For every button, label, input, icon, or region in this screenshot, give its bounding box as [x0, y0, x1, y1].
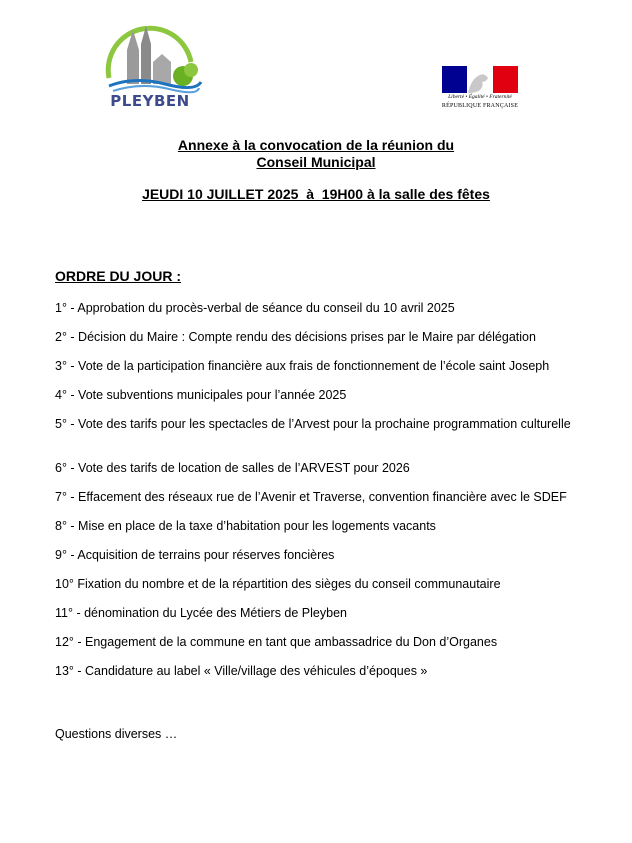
meeting-date: JEUDI 10 JUILLET 2025 à 19H00 à la salle des fêtes: [142, 186, 490, 202]
title-line-2: Conseil Municipal: [256, 154, 376, 170]
agenda-item: 11° - dénomination du Lycée des Métiers de Pleyben: [55, 606, 347, 620]
pleyben-logo: [95, 22, 205, 114]
pleyben-emblem-icon: [95, 22, 205, 97]
agenda-item: 2° - Décision du Maire : Compte rendu des décisions prises par le Maire par délégation: [55, 330, 536, 344]
agenda-item: 10° Fixation du nombre et de la répartition des sièges du conseil communautaire: [55, 577, 501, 591]
agenda-item: 7° - Effacement des réseaux rue de l’Avenir et Traverse, convention financière avec le SDEF: [55, 490, 567, 504]
agenda-item: 6° - Vote des tarifs de location de salles de l’ARVEST pour 2026: [55, 461, 410, 475]
agenda-item: 1° - Approbation du procès-verbal de séance du conseil du 10 avril 2025: [55, 301, 455, 315]
agenda-heading: ORDRE DU JOUR :: [55, 268, 182, 284]
agenda-item: 12° - Engagement de la commune en tant que ambassadrice du Don d’Organes: [55, 635, 498, 649]
agenda-item: 13° - Candidature au label « Ville/village des véhicules d’époques »: [55, 664, 428, 678]
republic-motto: Liberté • Égalité • Fraternité: [448, 94, 512, 100]
agenda-item: 3° - Vote de la participation financière aux frais de fonctionnement de l’école saint Joseph: [55, 359, 550, 373]
agenda-item: 5° - Vote des tarifs pour les spectacles de l’Arvest pour la prochaine programmation culturelle: [55, 417, 571, 431]
agenda-item: 9° - Acquisition de terrains pour réserves foncières: [55, 548, 335, 562]
republique-francaise-logo: [438, 66, 522, 114]
questions-diverses: Questions diverses …: [55, 727, 178, 741]
agenda-item: 4° - Vote subventions municipales pour l’année 2025: [55, 388, 347, 402]
republic-name: RÉPUBLIQUE FRANÇAISE: [441, 103, 519, 109]
document-header: [0, 137, 632, 171]
agenda-item: 8° - Mise en place de la taxe d’habitation pour les logements vacants: [55, 519, 436, 533]
title-line-1: Annexe à la convocation de la réunion du: [177, 137, 455, 153]
marianne-flag-icon: [438, 66, 522, 94]
logo-text: PLEYBEN: [110, 92, 190, 110]
agenda-list: [55, 301, 595, 693]
